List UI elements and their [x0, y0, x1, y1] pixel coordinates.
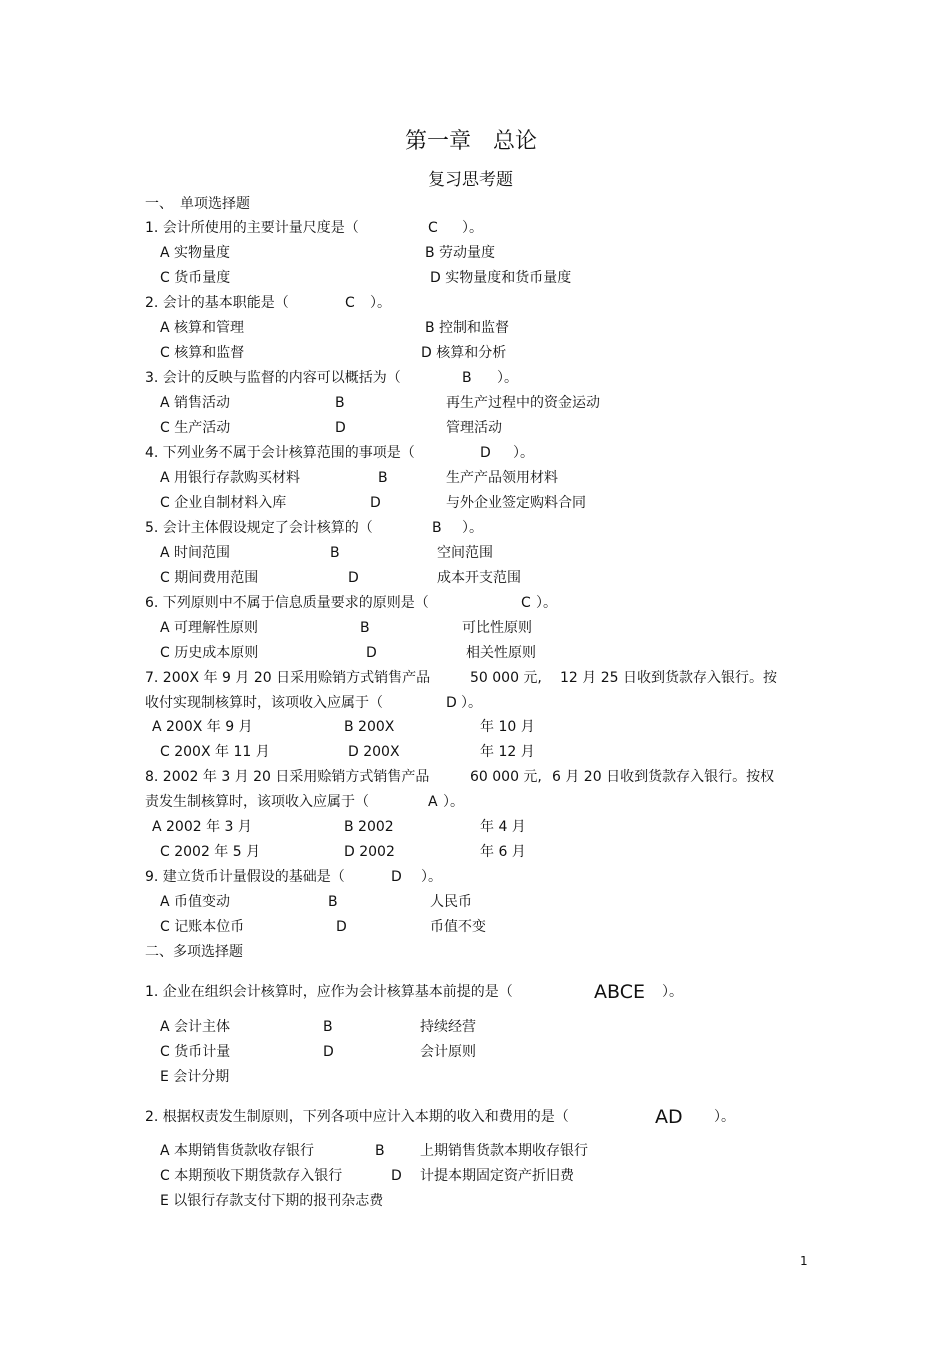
- question-2-option-b: B 控制和监督: [425, 320, 510, 336]
- multi-question-2-answer: AD: [655, 1106, 683, 1128]
- question-4-answer: D: [480, 445, 491, 461]
- multi-question-1-option-b-text: 持续经营: [420, 1019, 476, 1035]
- question-8-amount: 60 000 元,: [470, 769, 542, 785]
- multi-question-1-option-b-letter: B: [323, 1019, 333, 1035]
- question-9-option-a: A 币值变动: [160, 894, 231, 910]
- page-subtitle: 复习思考题: [428, 170, 513, 190]
- question-3-option-b-text: 再生产过程中的资金运动: [446, 395, 600, 411]
- question-3-option-d-letter: D: [335, 420, 346, 436]
- question-7-amount: 50 000 元,: [470, 670, 542, 686]
- multi-question-2-option-d-text: 计提本期固定资产折旧费: [420, 1168, 574, 1184]
- question-3-option-d-text: 管理活动: [446, 420, 502, 436]
- question-9-option-b-text: 人民币: [430, 894, 472, 910]
- question-9-option-d-letter: D: [336, 919, 347, 935]
- question-7-close: ）。: [461, 695, 482, 711]
- question-7-stem-line2: 收付实现制核算时，该项收入应属于（: [145, 695, 383, 711]
- multi-question-2-option-a: A 本期销售货款收存银行: [160, 1143, 315, 1159]
- question-9-option-d-text: 币值不变: [430, 919, 486, 935]
- question-9-close: ）。: [421, 869, 442, 885]
- question-3-option-c: C 生产活动: [160, 420, 231, 436]
- question-6-option-a: A 可理解性原则: [160, 620, 259, 636]
- question-8-option-b-text: 年 4 月: [480, 819, 526, 835]
- question-6-option-d-letter: D: [366, 645, 377, 661]
- multi-question-2-option-d-letter: D: [391, 1168, 402, 1184]
- question-2-option-a: A 核算和管理: [160, 320, 245, 336]
- multi-question-2-close: ）。: [714, 1109, 735, 1125]
- multi-question-2-option-b-text: 上期销售货款本期收存银行: [420, 1143, 588, 1159]
- question-8-close: ）。: [443, 794, 464, 810]
- multi-question-2-stem: 2. 根据权责发生制原则，下列各项中应计入本期的收入和费用的是（: [145, 1109, 569, 1125]
- question-9-option-b-letter: B: [328, 894, 338, 910]
- question-8-option-c: C 2002 年 5 月: [160, 844, 261, 860]
- question-2-answer: C: [345, 295, 355, 311]
- question-5-option-b-text: 空间范围: [437, 545, 493, 561]
- question-4-stem: 4. 下列业务不属于会计核算范围的事项是（: [145, 445, 415, 461]
- question-5-option-a: A 时间范围: [160, 545, 231, 561]
- question-9-option-c: C 记账本位币: [160, 919, 245, 935]
- question-1-stem: 1. 会计所使用的主要计量尺度是（: [145, 220, 359, 236]
- page-number: 1: [800, 1254, 808, 1268]
- question-2-option-c: C 核算和监督: [160, 345, 245, 361]
- question-6-option-d-text: 相关性原则: [466, 645, 536, 661]
- question-1-option-a: A 实物量度: [160, 245, 231, 261]
- question-3-close: ）。: [497, 370, 518, 386]
- question-4-option-b-text: 生产产品领用材料: [446, 470, 558, 486]
- multi-question-1-option-d-letter: D: [323, 1044, 334, 1060]
- question-5-option-c: C 期间费用范围: [160, 570, 259, 586]
- multi-question-1-option-e: E 会计分期: [160, 1069, 230, 1085]
- question-5-option-b-letter: B: [330, 545, 340, 561]
- question-7-answer: D: [446, 695, 457, 711]
- question-9-stem: 9. 建立货币计量假设的基础是（: [145, 869, 345, 885]
- multi-question-1-option-d-text: 会计原则: [420, 1044, 476, 1060]
- question-6-stem: 6. 下列原则中不属于信息质量要求的原则是（: [145, 595, 429, 611]
- multi-question-1-answer: ABCE: [594, 981, 645, 1003]
- question-1-close: ）。: [462, 220, 483, 236]
- question-7-option-a: A 200X 年 9 月: [152, 719, 253, 735]
- question-5-option-d-text: 成本开支范围: [437, 570, 521, 586]
- question-3-answer: B: [462, 370, 472, 386]
- question-7-option-d-letter: D 200X: [348, 744, 400, 760]
- question-2-close: ）。: [370, 295, 391, 311]
- question-1-answer: C: [428, 220, 438, 236]
- multi-question-1-close: ）。: [662, 984, 683, 1000]
- question-8-option-a: A 2002 年 3 月: [152, 819, 252, 835]
- question-6-answer: C: [521, 595, 531, 611]
- question-7-stem-continued: 12 月 25 日收到货款存入银行。按: [560, 670, 777, 686]
- page-title: 第一章 总论: [405, 129, 538, 154]
- question-6-option-b-letter: B: [360, 620, 370, 636]
- multi-question-2-option-c: C 本期预收下期货款存入银行: [160, 1168, 343, 1184]
- question-3-option-a: A 销售活动: [160, 395, 231, 411]
- multi-question-2-option-e: E 以银行存款支付下期的报刊杂志费: [160, 1193, 384, 1209]
- question-8-stem: 8. 2002 年 3 月 20 日采用赊销方式销售产品: [145, 769, 430, 785]
- question-3-option-b-letter: B: [335, 395, 345, 411]
- question-5-answer: B: [432, 520, 442, 536]
- question-8-stem-continued: 6 月 20 日收到货款存入银行。按权: [552, 769, 775, 785]
- question-9-answer: D: [391, 869, 402, 885]
- question-1-option-d: D 实物量度和货币量度: [430, 270, 572, 286]
- question-4-close: ）。: [513, 445, 534, 461]
- question-6-option-b-text: 可比性原则: [462, 620, 532, 636]
- question-4-option-d-letter: D: [370, 495, 381, 511]
- question-8-stem-line2: 责发生制核算时，该项收入应属于（: [145, 794, 369, 810]
- question-8-option-b-letter: B 2002: [344, 819, 394, 835]
- question-6-option-c: C 历史成本原则: [160, 645, 259, 661]
- multi-question-2-option-b-letter: B: [375, 1143, 385, 1159]
- section-heading-multiple-choice: 二、多项选择题: [145, 944, 243, 960]
- question-8-answer: A: [428, 794, 438, 810]
- question-7-option-d-text: 年 12 月: [480, 744, 535, 760]
- question-1-option-b: B 劳动量度: [425, 245, 496, 261]
- question-4-option-b-letter: B: [378, 470, 388, 486]
- question-3-stem: 3. 会计的反映与监督的内容可以概括为（: [145, 370, 401, 386]
- question-8-option-d-letter: D 2002: [344, 844, 395, 860]
- question-5-option-d-letter: D: [348, 570, 359, 586]
- multi-question-1-option-a: A 会计主体: [160, 1019, 231, 1035]
- section-heading-single-choice: 一、 单项选择题: [145, 196, 250, 212]
- question-4-option-c: C 企业自制材料入库: [160, 495, 287, 511]
- question-5-close: ）。: [462, 520, 483, 536]
- question-1-option-c: C 货币量度: [160, 270, 231, 286]
- question-7-option-b-text: 年 10 月: [480, 719, 535, 735]
- question-2-option-d: D 核算和分析: [421, 345, 507, 361]
- multi-question-1-option-c: C 货币计量: [160, 1044, 231, 1060]
- question-4-option-a: A 用银行存款购买材料: [160, 470, 301, 486]
- question-5-stem: 5. 会计主体假设规定了会计核算的（: [145, 520, 373, 536]
- question-4-option-d-text: 与外企业签定购料合同: [446, 495, 586, 511]
- question-7-option-b-letter: B 200X: [344, 719, 395, 735]
- question-2-stem: 2. 会计的基本职能是（: [145, 295, 289, 311]
- question-7-option-c: C 200X 年 11 月: [160, 744, 270, 760]
- question-8-option-d-text: 年 6 月: [480, 844, 526, 860]
- question-7-stem: 7. 200X 年 9 月 20 日采用赊销方式销售产品: [145, 670, 431, 686]
- question-6-close: ）。: [536, 595, 557, 611]
- multi-question-1-stem: 1. 企业在组织会计核算时，应作为会计核算基本前提的是（: [145, 984, 513, 1000]
